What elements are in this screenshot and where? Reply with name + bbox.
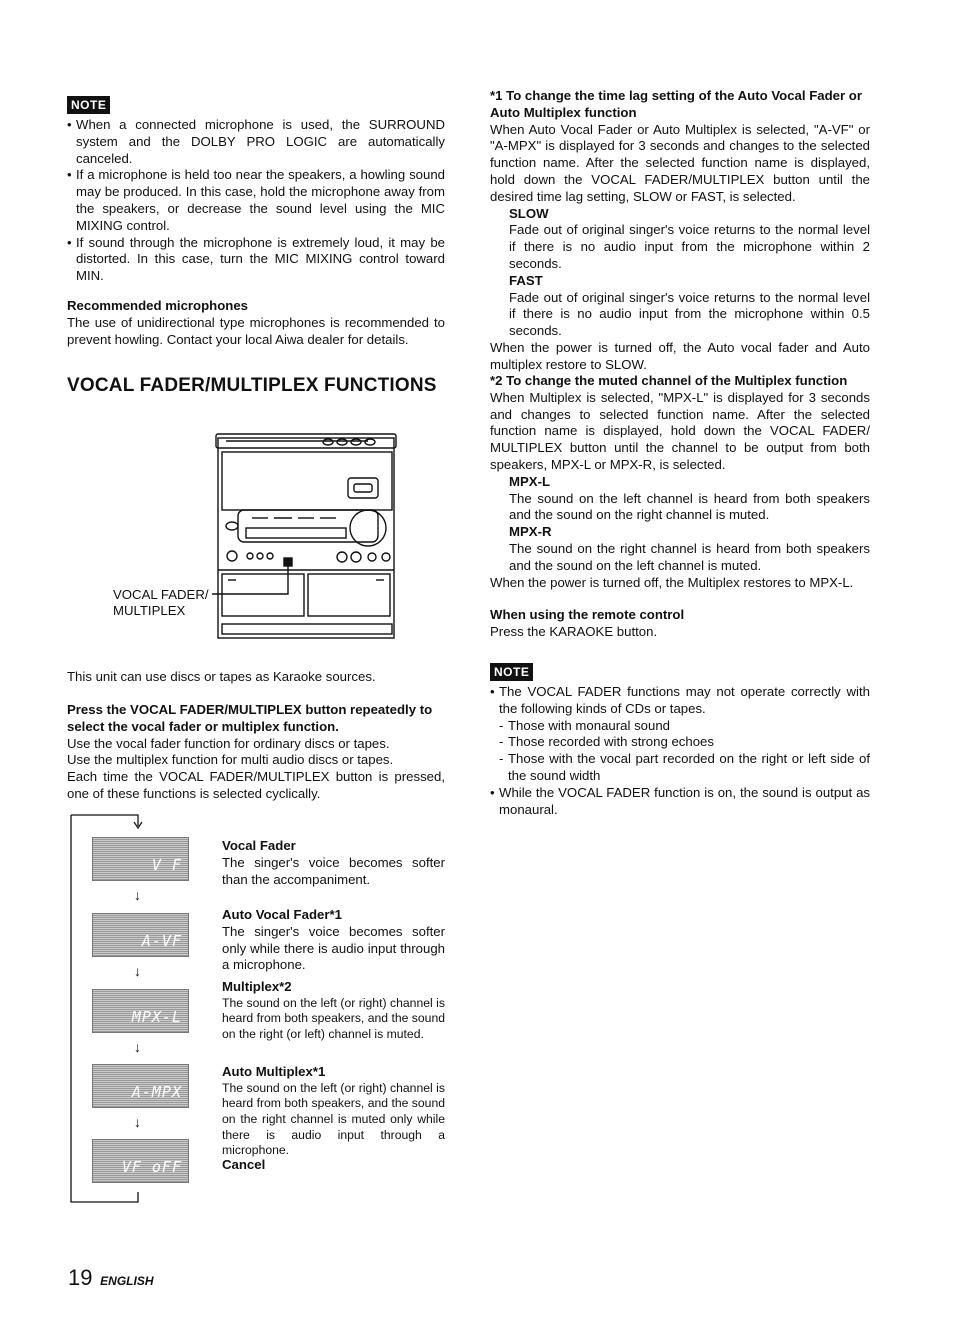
down-arrow-icon: ↓ bbox=[134, 1039, 141, 1055]
mode-multiplex bbox=[222, 979, 445, 1043]
time-lag-section bbox=[490, 88, 870, 374]
mode-desc: The singer's voice becomes softer than the accompaniment. bbox=[222, 854, 445, 887]
lcd-text: MPX-L bbox=[131, 1008, 182, 1027]
right-note bbox=[490, 663, 870, 818]
lcd-text: V F bbox=[151, 856, 182, 875]
mpxr-option-desc: The sound on the right channel is heard from both speakers and the sound on the left channel is muted. bbox=[509, 540, 870, 573]
lcd-text: A-MPX bbox=[131, 1083, 182, 1102]
note-badge: NOTE bbox=[67, 96, 110, 114]
slow-option-desc: Fade out of original singer's voice returns to the normal level if there is no audio input from the microphone within 2 seconds. bbox=[509, 222, 870, 271]
mpxl-option-desc: The sound on the left channel is heard from both speakers and the sound on the right channel is muted. bbox=[509, 490, 870, 523]
note-item: • If a microphone is held too near the speakers, a howling sound may be produced. In this case, hold the microphone away from the speakers, or decrease the sound level using the MIC MIXING control. bbox=[67, 167, 445, 234]
section-title: VOCAL FADER/MULTIPLEX FUNCTIONS bbox=[67, 375, 437, 396]
down-arrow-icon: ↓ bbox=[134, 963, 141, 979]
mpxr-option-name: MPX-R bbox=[509, 524, 552, 540]
lcd-display bbox=[92, 1139, 189, 1183]
note-badge: NOTE bbox=[490, 663, 533, 681]
press-heading: Press the VOCAL FADER/MULTIPLEX button repeatedly to select the vocal fader or multiplex function. bbox=[67, 702, 433, 734]
press-line: Use the vocal fader function for ordinary discs or tapes. bbox=[67, 735, 390, 751]
mode-title: Multiplex*2 bbox=[222, 979, 292, 994]
down-arrow-icon: ↓ bbox=[134, 1114, 141, 1130]
muted-heading: *2 To change the muted channel of the Multiplex function bbox=[490, 373, 848, 388]
muted-channel-section bbox=[490, 373, 870, 591]
note-sublist bbox=[499, 718, 870, 785]
device-label-line2: MULTIPLEX bbox=[113, 603, 186, 618]
mode-title: Auto Multiplex*1 bbox=[222, 1064, 326, 1079]
mode-vocal-fader bbox=[222, 838, 445, 888]
note-item: • While the VOCAL FADER function is on, the sound is output as monaural. bbox=[490, 785, 870, 819]
mode-desc: The sound on the left (or right) channel is heard from both speakers, and the sound on the right (or left) channel is muted. bbox=[222, 995, 445, 1041]
mode-title: Vocal Fader bbox=[222, 838, 296, 853]
note-subitem: - Those with monaural sound bbox=[499, 718, 870, 735]
fast-option-name: FAST bbox=[509, 272, 543, 288]
recommended-section bbox=[67, 298, 445, 348]
press-line: Use the multiplex function for multi audio discs or tapes. bbox=[67, 752, 394, 768]
mpxl-option-name: MPX-L bbox=[509, 473, 551, 489]
mode-desc: The sound on the left (or right) channel is heard from both speakers, and the sound on the right channel is muted only while there is audio input through a microphone. bbox=[222, 1080, 445, 1158]
note-subitem: - Those recorded with strong echoes bbox=[499, 734, 870, 751]
time-lag-after: When the power is turned off, the Auto vocal fader and Auto multiplex restore to SLOW. bbox=[490, 339, 870, 372]
lcd-display bbox=[92, 913, 189, 957]
mode-desc: The singer's voice becomes softer only while there is audio input through a microphone. bbox=[222, 923, 445, 973]
note-list bbox=[67, 117, 445, 285]
mode-cancel bbox=[222, 1157, 445, 1174]
note-subitem: - Those with the vocal part recorded on the right or left side of the sound width bbox=[499, 751, 870, 785]
mode-title: Auto Vocal Fader*1 bbox=[222, 907, 342, 922]
remote-heading: When using the remote control bbox=[490, 607, 685, 622]
device-label bbox=[113, 587, 223, 619]
stereo-unit-illustration bbox=[208, 428, 400, 646]
recommended-heading: Recommended microphones bbox=[67, 298, 248, 313]
remote-text: Press the KARAOKE button. bbox=[490, 623, 658, 639]
note-item: • If sound through the microphone is extremely loud, it may be distorted. In this case, turn the MIC MIXING control toward MIN. bbox=[67, 235, 445, 285]
time-lag-heading: *1 To change the time lag setting of the Auto Vocal Fader or Auto Multiplex function bbox=[490, 88, 862, 120]
language-label: ENGLISH bbox=[100, 1274, 154, 1288]
page-number: 19 bbox=[68, 1265, 93, 1290]
muted-text: When Multiplex is selected, "MPX-L" is displayed for 3 seconds and changes to selected function name. After the selected function name is displayed, hold down the VOCAL FADER/ MULTIPLEX button until the channel to be output from both speakers, MPX-L or MPX-R, is selected. bbox=[490, 389, 870, 472]
press-section bbox=[67, 702, 445, 803]
device-label-line1: VOCAL FADER/ bbox=[113, 587, 209, 602]
lcd-text: A-VF bbox=[141, 932, 182, 951]
time-lag-text: When Auto Vocal Fader or Auto Multiplex is selected, "A-VF" or "A-MPX" is displayed for 3 seconds and changes to the selected function name. After the selected function name is displayed, hold down the VOCAL FADER/MULTIPLEX button until the desired time lag setting, SLOW or FAST, is selected. bbox=[490, 121, 870, 204]
muted-after: When the power is turned off, the Multiplex restores to MPX-L. bbox=[490, 574, 854, 590]
fast-option-desc: Fade out of original singer's voice returns to the normal level if there is no audio input from the microphone within 0.5 seconds. bbox=[509, 289, 870, 339]
slow-option-name: SLOW bbox=[509, 205, 549, 221]
mode-auto-multiplex bbox=[222, 1064, 445, 1159]
lcd-text: VF oFF bbox=[121, 1158, 182, 1177]
intro-text: This unit can use discs or tapes as Karaoke sources. bbox=[67, 669, 376, 684]
lcd-display bbox=[92, 989, 189, 1033]
down-arrow-icon: ↓ bbox=[134, 887, 141, 903]
lcd-display bbox=[92, 1064, 189, 1108]
mode-auto-vocal-fader bbox=[222, 907, 445, 974]
lcd-display bbox=[92, 837, 189, 881]
note-item-text: The VOCAL FADER functions may not operate correctly with the following kinds of CDs or tapes. bbox=[499, 684, 870, 716]
remote-section bbox=[490, 607, 870, 641]
recommended-text: The use of unidirectional type microphones is recommended to prevent howling. Contact your local Aiwa dealer for details. bbox=[67, 314, 445, 347]
note-item: • When a connected microphone is used, the SURROUND system and the DOLBY PRO LOGIC are automatically canceled. bbox=[67, 117, 445, 167]
page-footer bbox=[68, 1265, 154, 1290]
note-list bbox=[490, 684, 870, 818]
press-line: Each time the VOCAL FADER/MULTIPLEX button is pressed, one of these functions is selected cyclically. bbox=[67, 769, 445, 801]
left-note bbox=[67, 96, 445, 285]
mode-title: Cancel bbox=[222, 1157, 266, 1172]
note-item bbox=[490, 684, 870, 785]
